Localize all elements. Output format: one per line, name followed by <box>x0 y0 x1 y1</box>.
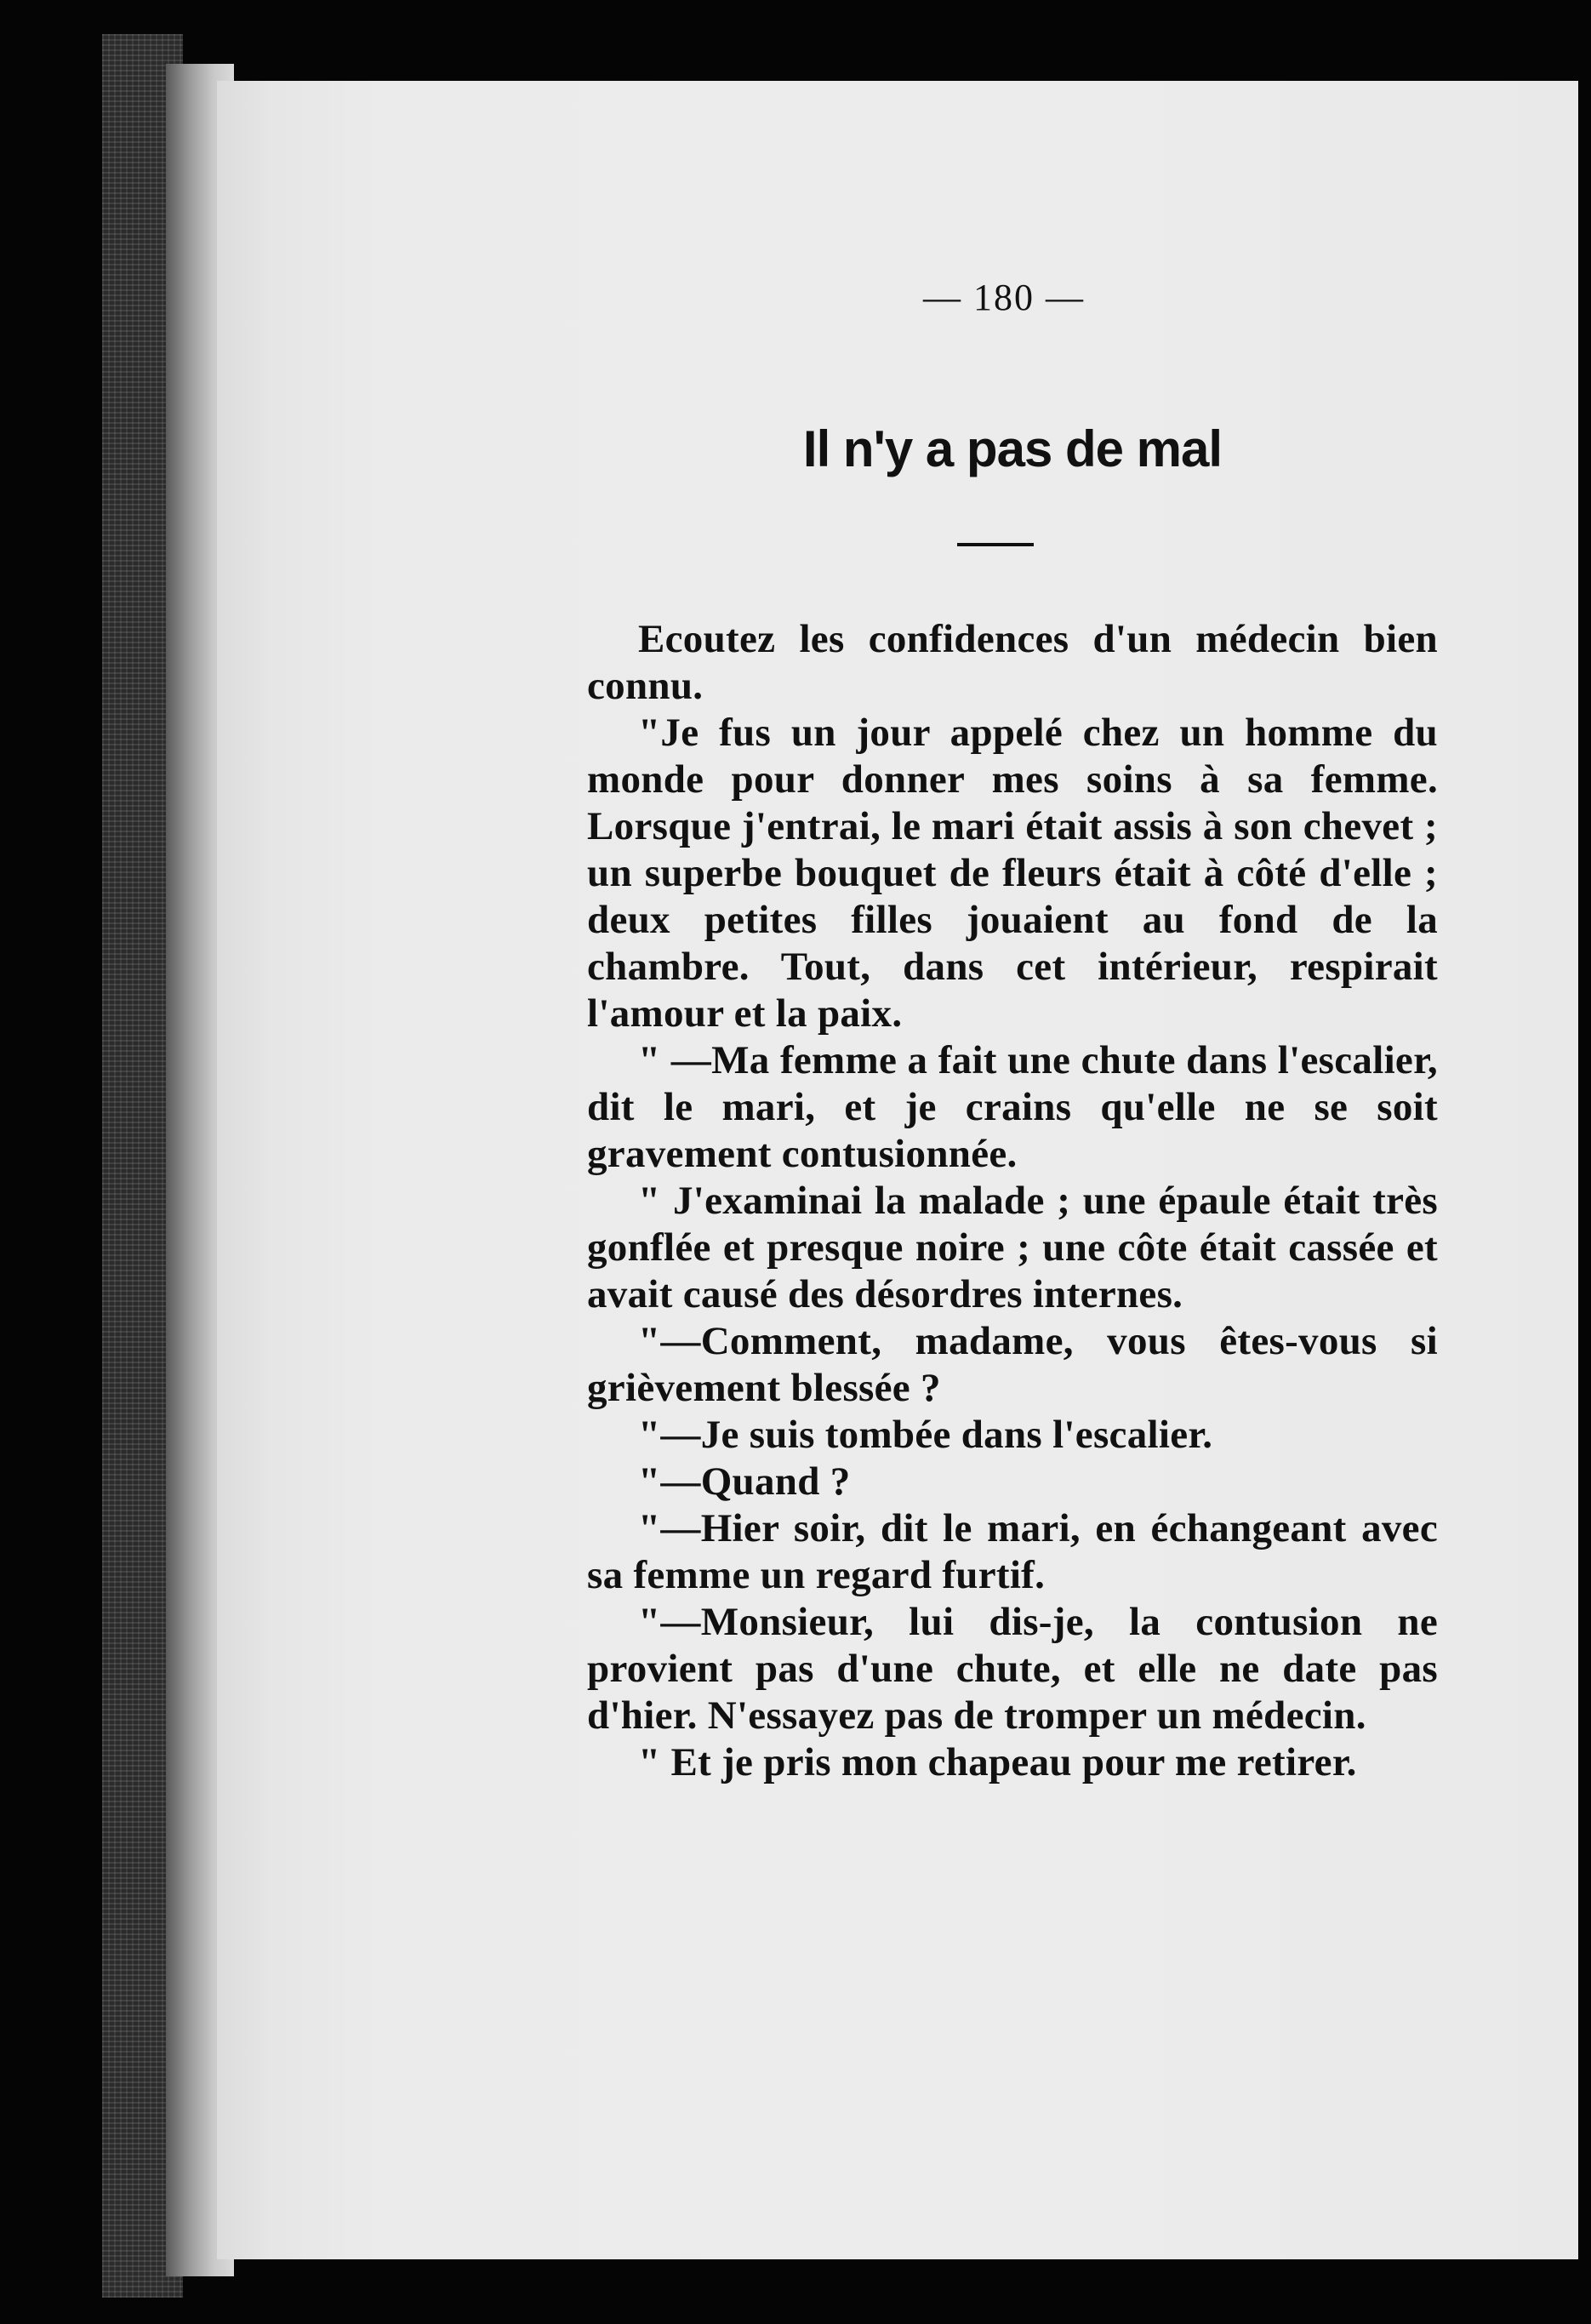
title-divider <box>957 543 1034 546</box>
paragraph: "—Je suis tombée dans l'escalier. <box>638 1413 1213 1457</box>
paragraph: "—Comment, madame, vous êtes-vous si grièvement blessée ? <box>587 1319 1438 1410</box>
paragraph: Ecoutez les confidences d'un médecin bien connu. <box>587 617 1438 708</box>
chapter-title: Il n'y a pas de mal <box>802 420 1223 477</box>
paragraph: " J'examinai la malade ; une épaule était très gonflée et presque noire ; une côte était cassée et avait causé des désordres internes. <box>587 1179 1438 1316</box>
body-text <box>587 616 1438 1786</box>
paragraph: "—Monsieur, lui dis-je, la contusion ne provient pas d'une chute, et elle ne date pas d'hier. N'essayez pas de tromper un médecin. <box>587 1600 1438 1738</box>
page-content <box>587 272 1438 1786</box>
paragraph: " —Ma femme a fait une chute dans l'escalier, dit le mari, et je crains qu'elle ne se soit gravement contusionnée. <box>587 1038 1438 1176</box>
paragraph: "—Hier soir, dit le mari, en échangeant avec sa femme un regard furtif. <box>587 1506 1438 1597</box>
page-number: — 180 — <box>923 277 1085 318</box>
paragraph: "—Quand ? <box>638 1459 851 1504</box>
paragraph: "Je fus un jour appelé chez un homme du monde pour donner mes soins à sa femme. Lorsque j'entrai, le mari était assis à son chevet ; un superbe bouquet de fleurs était à côté d'elle ; deux petites filles jouaient au fond de la chambre. Tout, dans cet intérieur, respirait l'amour et la paix. <box>587 711 1438 1036</box>
paragraph: " Et je pris mon chapeau pour me retirer. <box>638 1740 1357 1784</box>
